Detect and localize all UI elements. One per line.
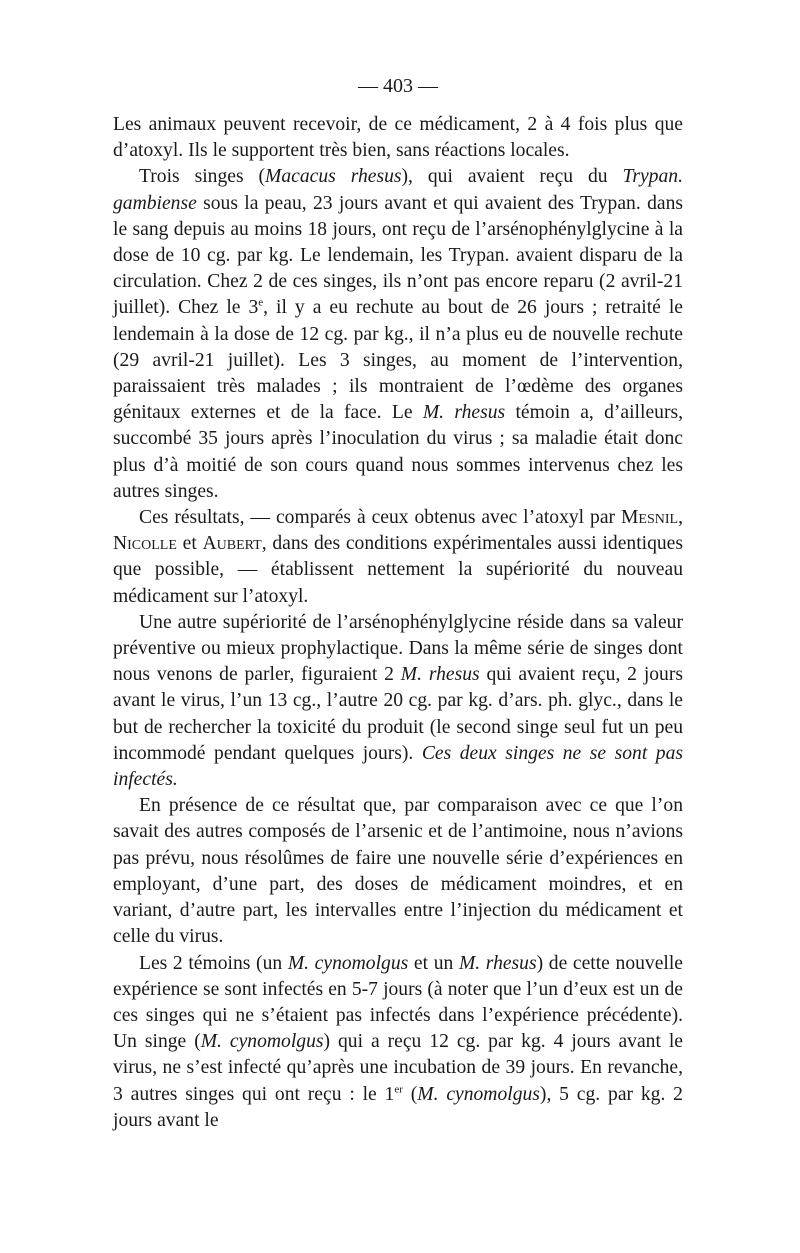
italic-text: M. cynomolgus: [200, 1031, 324, 1053]
text-run: Une autre supériorité de l’arsénophénylglycine réside dans sa valeur préventive ou mieux prophylactique. Dans la même série de singes dont nous venons de parler, figuraient 2: [113, 611, 683, 686]
text-run: qui avaient reçu, 2 jours avant le virus, l’un 13 cg., l’autre 20 cg. par kg. d’ars. ph. glyc., dans le but de rechercher la toxicité du produit (le second singe seul fut un peu incommodé pendant quelques jours).: [113, 664, 684, 764]
paragraph: [113, 793, 683, 950]
italic-text: M. rhesus: [458, 952, 537, 974]
text-run: ) qui a reçu 12 cg. par kg. 4 jours avant le virus, ne s’est infecté qu’après une incubation de 39 jours. En revanche, 3 autres singes qui ont reçu : le 1: [113, 1031, 683, 1105]
text-run: ), qui avaient reçu du: [401, 166, 623, 188]
superscript-text: e: [258, 296, 264, 309]
page-number: — 403 —: [358, 75, 438, 97]
paragraph: [113, 610, 683, 793]
italic-text: M. cynomolgus: [287, 952, 409, 974]
paragraph: [113, 951, 683, 1134]
italic-text: M. rhesus: [400, 664, 480, 686]
text-run: (: [402, 1083, 418, 1105]
text-run: témoin a, d’ailleurs, succombé 35 jours après l’inoculation du virus ; sa maladie était donc plus d’à moitié de son cours quand nous sommes intervenus chez les autres singes.: [113, 402, 683, 502]
italic-text: Ces deux singes ne se sont pas infectés.: [113, 742, 684, 791]
italic-text: M. rhesus: [422, 402, 506, 424]
paragraph: [113, 112, 683, 164]
document-page: [113, 72, 683, 1134]
italic-text: Macacus rhesus: [265, 166, 402, 188]
text-run: ,: [678, 507, 683, 529]
body-text: [113, 112, 683, 1134]
author-name: Aubert: [202, 533, 262, 555]
author-name: Mesnil: [621, 507, 679, 529]
author-name: Nicolle: [113, 533, 177, 555]
italic-text: M. cynomolgus: [417, 1083, 540, 1105]
text-run: Les 2 témoins (un: [139, 952, 288, 974]
paragraph: [113, 164, 683, 505]
text-run: ) de cette nouvelle expérience se sont infectés en 5-7 jours (à noter que l’un d’eux est un de ces singes qui ne s’étaient pas infectés dans l’expérience précédente). Un singe (: [113, 952, 683, 1053]
superscript-text: er: [394, 1082, 403, 1095]
text-run: Les animaux peuvent recevoir, de ce médicament, 2 à 4 fois plus que d’atoxyl. Ils le supportent très bien, sans réactions locales.: [113, 114, 683, 162]
italic-text: Trypan. gambiense: [113, 166, 683, 214]
text-run: sous la peau, 23 jours avant et qui avaient des Trypan. dans le sang depuis au moins 18 jours, ont reçu de l’arsénophénylglycine à la dose de 10 cg. par kg. Le lendemain, les Trypan. avaient disparu de la circulation. Chez 2 de ces singes, ils n’ont pas encore reparu (2 avril-21 juillet). Chez le 3: [113, 192, 683, 319]
text-run: , dans des conditions expérimentales aussi identiques que possible, — établissent nettement la supériorité du nouveau médicament sur l’atoxyl.: [113, 533, 684, 607]
text-run: , il y a eu rechute au bout de 26 jours ; retraité le lendemain à la dose de 12 cg. par kg., il n’a plus eu de nouvelle rechute (29 avril-21 juillet). Les 3 singes, au moment de l’intervention, paraissaient très malades ; ils montraient de l’œdème des organes génitaux externes et de la face. Le: [113, 297, 684, 424]
text-run: Trois singes (: [139, 166, 266, 188]
text-run: et: [176, 533, 203, 555]
text-run: et un: [408, 952, 459, 974]
paragraph: [113, 505, 683, 610]
text-run: En présence de ce résultat que, par comparaison avec ce que l’on savait des autres composés de l’arsenic et de l’antimoine, nous n’avions pas prévu, nous résolûmes de faire une nouvelle série d’expériences en employant, d’une part, des doses de médicament moindres, et en variant, d’autre part, les intervalles entre l’injection du médicament et celle du virus.: [113, 795, 683, 948]
text-run: Ces résultats, — comparés à ceux obtenus avec l’atoxyl par: [139, 507, 621, 529]
text-run: ), 5 cg. par kg. 2 jours avant le: [113, 1083, 683, 1131]
